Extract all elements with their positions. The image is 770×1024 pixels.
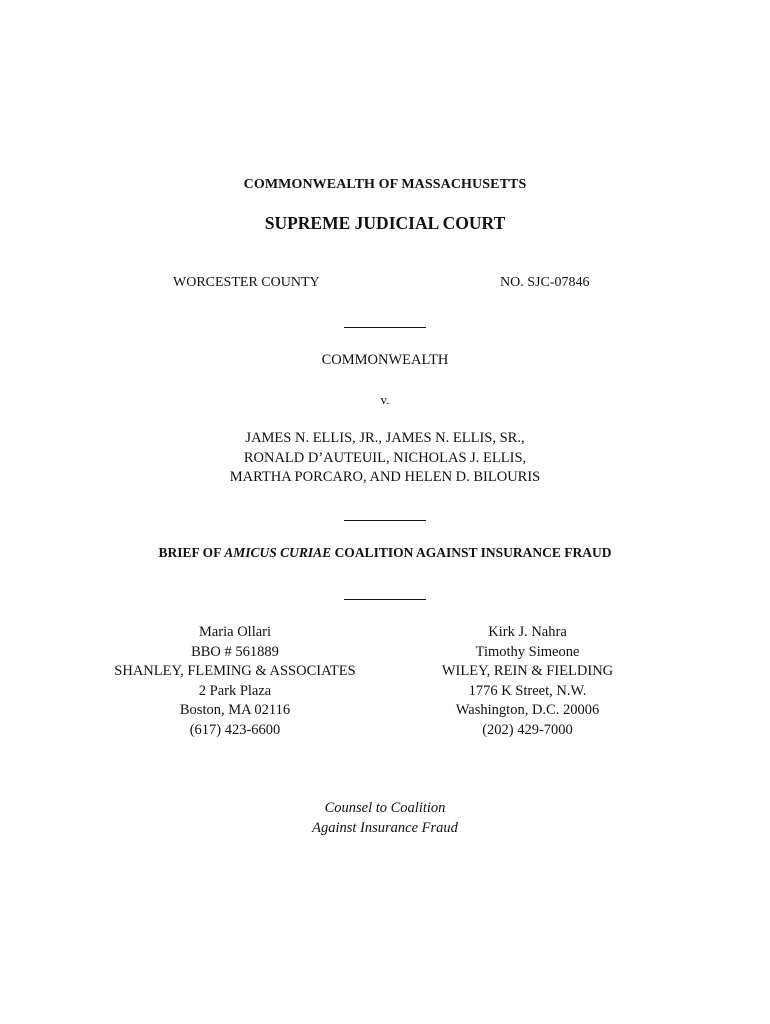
counsel-right-block bbox=[410, 623, 645, 740]
brief-title-suffix: COALITION AGAINST INSURANCE FRAUD bbox=[331, 545, 612, 560]
counsel-left-block bbox=[95, 623, 375, 740]
counsel-right-line: Timothy Simeone bbox=[475, 643, 580, 660]
counsel-left-line: SHANLEY, FLEMING & ASSOCIATES bbox=[114, 663, 356, 679]
counsel-right-line: WILEY, REIN & FIELDING bbox=[441, 663, 614, 679]
court-heading: SUPREME JUDICIAL COURT bbox=[264, 213, 506, 233]
defendants-line: JAMES N. ELLIS, JR., JAMES N. ELLIS, SR., bbox=[245, 430, 525, 446]
counsel-left-line: (617) 423-6600 bbox=[189, 721, 281, 738]
brief-title bbox=[0, 545, 770, 561]
counsel-caption-line: Against Insurance Fraud bbox=[312, 820, 458, 836]
brief-title-prefix: BRIEF OF bbox=[158, 545, 225, 560]
divider-rule bbox=[344, 327, 426, 328]
divider-rule bbox=[344, 520, 426, 521]
counsel-right-line: Washington, D.C. 20006 bbox=[455, 702, 600, 718]
versus-label: v. bbox=[380, 392, 390, 407]
counsel-caption-line: Counsel to Coalition bbox=[324, 800, 446, 816]
counsel-caption bbox=[0, 798, 770, 838]
defendants-line: MARTHA PORCARO, AND HELEN D. BILOURIS bbox=[229, 469, 541, 485]
counsel-right-line: 1776 K Street, N.W. bbox=[468, 682, 587, 699]
county-label: WORCESTER COUNTY bbox=[173, 275, 320, 290]
counsel-left-line: Boston, MA 02116 bbox=[179, 702, 291, 718]
plaintiff-name: COMMONWEALTH bbox=[321, 352, 449, 368]
counsel-right-line: (202) 429-7000 bbox=[482, 721, 573, 738]
counsel-right-line: Kirk J. Nahra bbox=[488, 624, 567, 640]
counsel-left-line: BBO # 561889 bbox=[191, 643, 279, 660]
docket-number: NO. SJC-07846 bbox=[500, 275, 590, 290]
counsel-left-line: 2 Park Plaza bbox=[198, 682, 272, 699]
divider-rule bbox=[344, 599, 426, 600]
defendants-line: RONALD D’AUTEUIL, NICHOLAS J. ELLIS, bbox=[243, 449, 527, 466]
counsel-left-line: Maria Ollari bbox=[198, 624, 272, 640]
defendants-list bbox=[0, 429, 770, 488]
brief-title-amicus: AMICUS CURIAE bbox=[224, 545, 332, 560]
jurisdiction-heading: COMMONWEALTH OF MASSACHUSETTS bbox=[243, 177, 527, 192]
